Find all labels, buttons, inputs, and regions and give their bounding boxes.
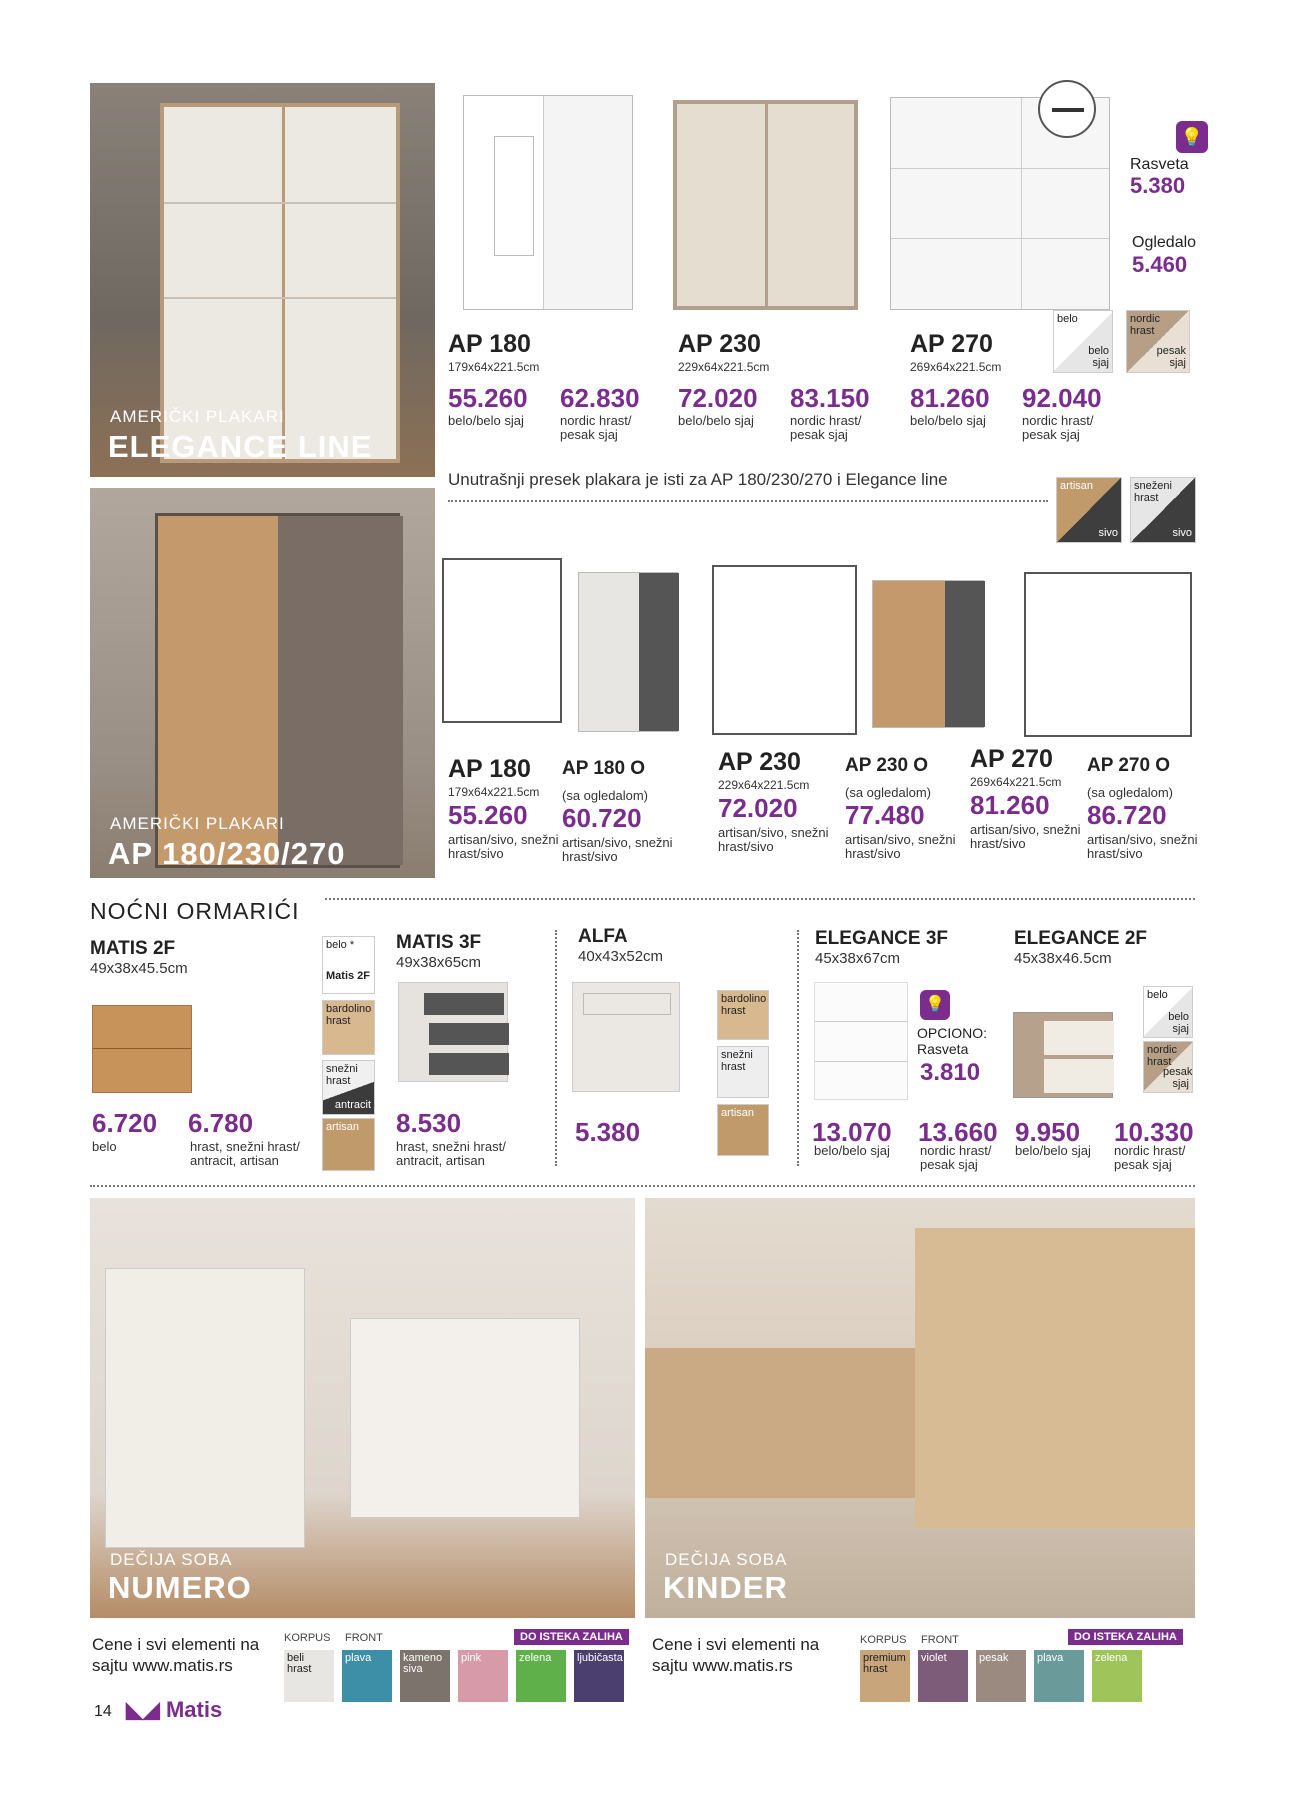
- stock-badge: DO ISTEKA ZALIHA: [1068, 1629, 1183, 1645]
- color-swatch: [284, 1650, 334, 1702]
- model-name: AP 230: [678, 330, 761, 358]
- matis3f-price: 8.530: [396, 1108, 462, 1138]
- rasveta-label: Rasveta: [917, 1041, 969, 1057]
- elegance3f-image: [814, 982, 908, 1100]
- ogledalo-price: 5.460: [1132, 252, 1188, 277]
- photo-caption-small: DEČIJA SOBA: [110, 1550, 233, 1569]
- swatch-bardolino: [322, 1000, 375, 1055]
- ap230-image: [673, 100, 858, 310]
- photo-caption-small: AMERIČKI PLAKARI: [110, 407, 285, 426]
- matis3f-dim: 49x38x65cm: [396, 954, 482, 971]
- model-name: AP 180: [448, 755, 531, 783]
- color-swatch: [976, 1650, 1026, 1702]
- swatch-artisan: [717, 1104, 769, 1156]
- elegance3f-price1: 13.070: [812, 1117, 892, 1147]
- swatch-label: belo sjaj: [1088, 345, 1109, 369]
- color-swatch-label: premium hrast: [863, 1652, 906, 1675]
- elegance3f-name: ELEGANCE 3F: [815, 928, 949, 949]
- photo-caption-small: AMERIČKI PLAKARI: [110, 814, 285, 833]
- ap180-image: [463, 95, 633, 310]
- model-dimensions: 269x64x221.5cm: [910, 360, 1002, 374]
- ogledalo-label: Ogledalo: [1132, 234, 1197, 251]
- color-swatch-label: zelena: [1095, 1652, 1128, 1664]
- rasveta-price: 3.810: [920, 1059, 981, 1086]
- divider: [325, 898, 1195, 900]
- matis3f-name: MATIS 3F: [396, 932, 482, 953]
- swatch-label: snežni hrast: [326, 1063, 358, 1087]
- front-label: FRONT: [921, 1634, 959, 1646]
- elegance2f-desc2: nordic hrast/ pesak sjaj: [1114, 1143, 1186, 1172]
- color-swatch-label: ljubičasta: [577, 1652, 623, 1664]
- swatch-label: sneženi hrast: [1134, 480, 1172, 504]
- ap230o-image: [872, 580, 984, 728]
- price-secondary-desc: nordic hrast/ pesak sjaj: [560, 413, 632, 442]
- color-swatch: [458, 1650, 508, 1702]
- model-price-desc: artisan/sivo, snežni hrast/sivo: [718, 825, 829, 854]
- swatch-label: bardolino hrast: [721, 993, 767, 1017]
- model-name: AP 180: [448, 330, 531, 358]
- color-swatch: [574, 1650, 624, 1702]
- color-swatch-label: zelena: [519, 1652, 552, 1664]
- swatch-nordic: [1143, 1041, 1193, 1093]
- price-secondary-desc: nordic hrast/ pesak sjaj: [790, 413, 862, 442]
- swatch-label: artisan: [1060, 480, 1094, 492]
- photo-caption-title: KINDER: [663, 1570, 788, 1605]
- matis2f-dim: 49x38x45.5cm: [90, 960, 188, 977]
- elegance3f-dim: 45x38x67cm: [815, 950, 901, 967]
- swatch-label: Matis 2F: [326, 970, 371, 982]
- alfa-name: ALFA: [578, 926, 628, 947]
- color-swatch-label: beli hrast: [287, 1652, 312, 1675]
- model-dimensions: (sa ogledalom): [845, 785, 931, 800]
- color-swatch-label: violet: [921, 1652, 947, 1664]
- rasveta-price: 5.380: [1130, 173, 1186, 198]
- model-dimensions: 229x64x221.5cm: [718, 778, 810, 792]
- color-swatch: [342, 1650, 392, 1702]
- color-swatch: [918, 1650, 968, 1702]
- matis2f-price1: 6.720: [92, 1108, 158, 1138]
- model-price-desc: artisan/sivo, snežni hrast/sivo: [448, 832, 559, 861]
- swatch-label: snežni hrast: [721, 1049, 753, 1073]
- price-secondary: 62.830: [560, 383, 640, 413]
- swatch-artisan: [322, 1118, 375, 1171]
- matis2f-name: MATIS 2F: [90, 938, 176, 959]
- elegance-line-photo: [90, 83, 435, 477]
- rasveta-zoom-circle: [1038, 80, 1096, 138]
- cross-section-note: Unutrašnji presek plakara je isti za AP 180/230/270 i Elegance line: [448, 470, 948, 489]
- color-swatch-label: pesak: [979, 1652, 1009, 1664]
- color-swatch: [860, 1650, 910, 1702]
- model-price-desc: artisan/sivo, snežni hrast/sivo: [1087, 832, 1198, 861]
- ap230-sketch: [712, 565, 857, 735]
- page-number: 14: [94, 1703, 112, 1720]
- matis2f-desc1: belo: [92, 1139, 117, 1154]
- korpus-label: KORPUS: [860, 1634, 907, 1646]
- swatch-label: nordic hrast: [1147, 1044, 1177, 1068]
- model-name: AP 270: [910, 330, 993, 358]
- swatch-label: pesak sjaj: [1163, 1066, 1193, 1090]
- brand-name: Matis: [165, 1697, 223, 1722]
- divider: [555, 930, 557, 1166]
- color-swatch-label: pink: [461, 1652, 482, 1664]
- model-dimensions: (sa ogledalom): [562, 788, 648, 803]
- color-swatch: [1034, 1650, 1084, 1702]
- color-swatch: [1092, 1650, 1142, 1702]
- swatch-label: artisan: [721, 1107, 755, 1119]
- kinder-photo: [645, 1198, 1195, 1618]
- divider: [797, 930, 799, 1166]
- divider: [448, 500, 1048, 502]
- price-primary: 81.260: [910, 383, 990, 413]
- color-swatch-label: plava: [345, 1652, 372, 1664]
- swatch-label: sivo: [1172, 527, 1192, 539]
- model-price: 72.020: [718, 793, 798, 823]
- elegance2f-price2: 10.330: [1114, 1117, 1194, 1147]
- price-primary: 72.020: [678, 383, 758, 413]
- matis2f-image: [92, 1005, 192, 1093]
- photo-caption-title: NUMERO: [108, 1570, 252, 1605]
- swatch-belo: [1143, 986, 1193, 1038]
- price-secondary: 83.150: [790, 383, 870, 413]
- swatch-label: belo: [1057, 313, 1078, 325]
- elegance3f-price2: 13.660: [918, 1117, 998, 1147]
- price-secondary-desc: nordic hrast/ pesak sjaj: [1022, 413, 1094, 442]
- website-note: Cene i svi elementi na sajtu www.matis.rs: [652, 1635, 820, 1675]
- price-secondary: 92.040: [1022, 383, 1102, 413]
- model-name: AP 230: [718, 748, 801, 776]
- ap-photo: [90, 488, 435, 878]
- swatch-label: artisan: [326, 1121, 360, 1133]
- model-name: AP 180 O: [562, 758, 646, 779]
- price-primary-desc: belo/belo sjaj: [678, 413, 754, 428]
- divider: [90, 1185, 1195, 1187]
- swatch-label: sivo: [1098, 527, 1118, 539]
- model-dimensions: 179x64x221.5cm: [448, 785, 540, 799]
- model-dimensions: (sa ogledalom): [1087, 785, 1173, 800]
- swatch-label: belo *: [326, 939, 355, 951]
- model-price: 86.720: [1087, 800, 1167, 830]
- swatch-belo: [322, 936, 375, 994]
- swatch-bardolino: [717, 990, 769, 1040]
- model-dimensions: 269x64x221.5cm: [970, 775, 1062, 789]
- ap180o-image: [578, 572, 678, 732]
- model-price: 77.480: [845, 800, 925, 830]
- rasveta-label: Rasveta: [1130, 156, 1189, 173]
- model-name: AP 270 O: [1087, 755, 1171, 776]
- photo-caption-title: ELEGANCE LINE: [108, 429, 373, 464]
- matis2f-desc2: hrast, snežni hrast/ antracit, artisan: [190, 1139, 300, 1168]
- model-name: AP 270: [970, 745, 1053, 773]
- color-swatch: [400, 1650, 450, 1702]
- model-name: AP 230 O: [845, 755, 929, 776]
- photo-caption-small: DEČIJA SOBA: [665, 1550, 788, 1569]
- model-price: 60.720: [562, 803, 642, 833]
- price-primary: 55.260: [448, 383, 528, 413]
- numero-photo: [90, 1198, 635, 1618]
- section-title: NOĆNI ORMARIĆI: [90, 898, 300, 924]
- ap270-sketch: [1024, 572, 1192, 737]
- model-dimensions: 229x64x221.5cm: [678, 360, 770, 374]
- model-price: 81.260: [970, 790, 1050, 820]
- model-price-desc: artisan/sivo, snežni hrast/sivo: [562, 835, 673, 864]
- matis3f-image: [398, 982, 508, 1082]
- color-swatch-label: kameno siva: [403, 1652, 443, 1675]
- front-label: FRONT: [345, 1632, 383, 1644]
- swatch-label: belo sjaj: [1168, 1011, 1189, 1035]
- swatch-nordic: [1126, 310, 1190, 373]
- korpus-label: KORPUS: [284, 1632, 331, 1644]
- model-price-desc: artisan/sivo, snežni hrast/sivo: [970, 822, 1081, 851]
- website-note: Cene i svi elementi na sajtu www.matis.rs: [92, 1635, 260, 1675]
- color-swatch-label: plava: [1037, 1652, 1064, 1664]
- matis-logo: [126, 1697, 222, 1723]
- matis3f-desc: hrast, snežni hrast/ antracit, artisan: [396, 1139, 506, 1168]
- swatch-snezni: [1130, 477, 1196, 543]
- price-primary-desc: belo/belo sjaj: [448, 413, 524, 428]
- ap180-sketch: [442, 558, 562, 723]
- price-primary-desc: belo/belo sjaj: [910, 413, 986, 428]
- elegance2f-name: ELEGANCE 2F: [1014, 928, 1148, 949]
- alfa-image: [572, 982, 680, 1092]
- opciono-label: OPCIONO:: [917, 1025, 988, 1041]
- stock-badge: DO ISTEKA ZALIHA: [514, 1629, 629, 1645]
- swatch-label: nordic hrast: [1130, 313, 1160, 337]
- swatch-snezni-antracit: [322, 1060, 375, 1115]
- swatch-label: pesak sjaj: [1156, 345, 1186, 369]
- elegance2f-image: [1013, 1012, 1113, 1098]
- model-dimensions: 179x64x221.5cm: [448, 360, 540, 374]
- elegance2f-price1: 9.950: [1015, 1117, 1081, 1147]
- swatch-label: belo: [1147, 989, 1168, 1001]
- swatch-label: antracit: [334, 1099, 371, 1111]
- alfa-price: 5.380: [575, 1117, 641, 1147]
- swatch-artisan: [1056, 477, 1122, 543]
- matis2f-price2: 6.780: [188, 1108, 254, 1138]
- swatch-snezni: [717, 1046, 769, 1098]
- lightbulb-icon: 💡: [1176, 121, 1208, 153]
- swatch-label: bardolino hrast: [326, 1003, 372, 1027]
- lightbulb-icon: 💡: [920, 990, 950, 1020]
- matis-logo-icon: ◣◢: [126, 1697, 166, 1722]
- swatch-belo: [1053, 310, 1113, 373]
- model-price: 55.260: [448, 800, 528, 830]
- photo-caption-title: AP 180/230/270: [108, 836, 346, 871]
- elegance3f-desc1: belo/belo sjaj: [814, 1143, 890, 1158]
- color-swatch: [516, 1650, 566, 1702]
- elegance3f-desc2: nordic hrast/ pesak sjaj: [920, 1143, 992, 1172]
- elegance2f-dim: 45x38x46.5cm: [1014, 950, 1112, 967]
- elegance2f-desc1: belo/belo sjaj: [1015, 1143, 1091, 1158]
- alfa-dim: 40x43x52cm: [578, 948, 664, 965]
- model-price-desc: artisan/sivo, snežni hrast/sivo: [845, 832, 956, 861]
